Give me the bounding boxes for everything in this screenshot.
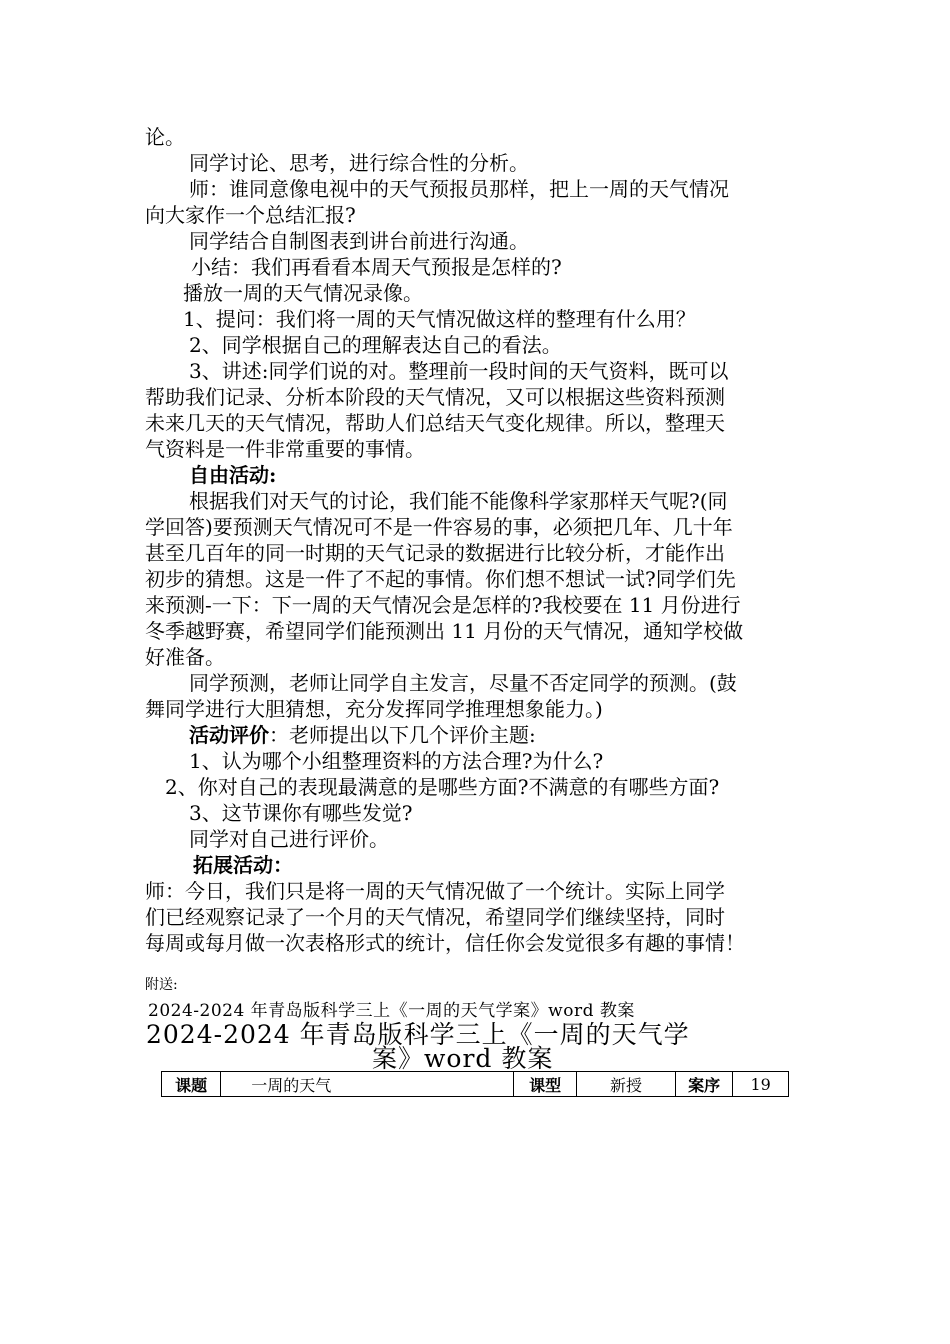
text-line: 同学讨论、思考，进行综合性的分析。 [189, 151, 529, 175]
lesson-info-table [161, 1071, 789, 1097]
section-heading: 活动评价 [189, 723, 269, 747]
text-line: 同学预测，老师让同学自主发言，尽量不否定同学的预测。(鼓 [189, 671, 737, 695]
table-cell: 19 [733, 1072, 789, 1097]
appendix-label: 附送: [145, 977, 178, 993]
document-title-line2: 案》word 教案 [372, 1044, 554, 1073]
text-line: 根据我们对天气的讨论，我们能不能像科学家那样天气呢?(同 [189, 489, 728, 513]
text-line: 论。 [145, 125, 185, 149]
text-line: 播放一周的天气情况录像。 [183, 281, 423, 305]
text-line: 未来几天的天气情况，帮助人们总结天气变化规律。所以，整理天 [145, 411, 725, 435]
table-row [162, 1072, 789, 1097]
text-line: 气资料是一件非常重要的事情。 [145, 437, 425, 461]
text-line: 来预测-一下：下一周的天气情况会是怎样的?我校要在 11 月份进行 [145, 593, 741, 617]
text-line: 们已经观察记录了一个月的天气情况，希望同学们继续坚持，同时 [145, 905, 725, 929]
section-heading: 自由活动: [189, 463, 277, 487]
table-header-cell: 课型 [514, 1072, 577, 1097]
text-line: 1、提问：我们将一周的天气情况做这样的整理有什么用？ [183, 307, 696, 331]
text-line: 小结：我们再看看本周天气预报是怎样的? [191, 255, 562, 279]
document-title-line1: 2024-2024 年青岛版科学三上《一周的天气学 [146, 1020, 690, 1049]
text-line: 师：今日，我们只是将一周的天气情况做了一个统计。实际上同学 [145, 879, 725, 903]
text-line: 学回答)要预测天气情况可不是一件容易的事，必须把几年、几十年 [145, 515, 733, 539]
text-line: 2、你对自己的表现最满意的是哪些方面?不满意的有哪些方面? [165, 775, 720, 799]
table-cell: 新授 [577, 1072, 676, 1097]
text-line: 帮助我们记录、分析本阶段的天气情况，又可以根据这些资料预测 [145, 385, 725, 409]
text-line: 向大家作一个总结汇报? [145, 203, 356, 227]
document-subtitle: 2024-2024 年青岛版科学三上《一周的天气学案》word 教案 [148, 1001, 635, 1021]
section-heading: 拓展活动： [193, 853, 293, 877]
text-line: 甚至几百年的同一时期的天气记录的数据进行比较分析，才能作出 [145, 541, 725, 565]
table-cell: 一周的天气 [221, 1072, 514, 1097]
text-line: 同学结合自制图表到讲台前进行沟通。 [189, 229, 529, 253]
text-line: 3、这节课你有哪些发觉? [189, 801, 413, 825]
text-span: ：老师提出以下几个评价主题: [269, 723, 536, 747]
text-line: 好准备。 [145, 645, 225, 669]
text-line: 冬季越野赛，希望同学们能预测出 11 月份的天气情况，通知学校做 [145, 619, 744, 643]
text-line: 师：谁同意像电视中的天气预报员那样，把上一周的天气情况 [189, 177, 729, 201]
text-line: 初步的猜想。这是一件了不起的事情。你们想不想试一试?同学们先 [145, 567, 736, 591]
text-line [189, 722, 536, 748]
text-line: 每周或每月做一次表格形式的统计，信任你会发觉很多有趣的事情！ [145, 931, 745, 955]
text-line: 2、同学根据自己的理解表达自己的看法。 [189, 333, 562, 357]
text-line: 舞同学进行大胆猜想，充分发挥同学推理想象能力。) [145, 697, 603, 721]
table-header-cell: 课题 [162, 1072, 221, 1097]
text-line: 同学对自己进行评价。 [189, 827, 389, 851]
table-header-cell: 案序 [675, 1072, 732, 1097]
text-line: 3、讲述:同学们说的对。整理前一段时间的天气资料，既可以 [189, 359, 729, 383]
text-line: 1、认为哪个小组整理资料的方法合理?为什么? [189, 749, 604, 773]
